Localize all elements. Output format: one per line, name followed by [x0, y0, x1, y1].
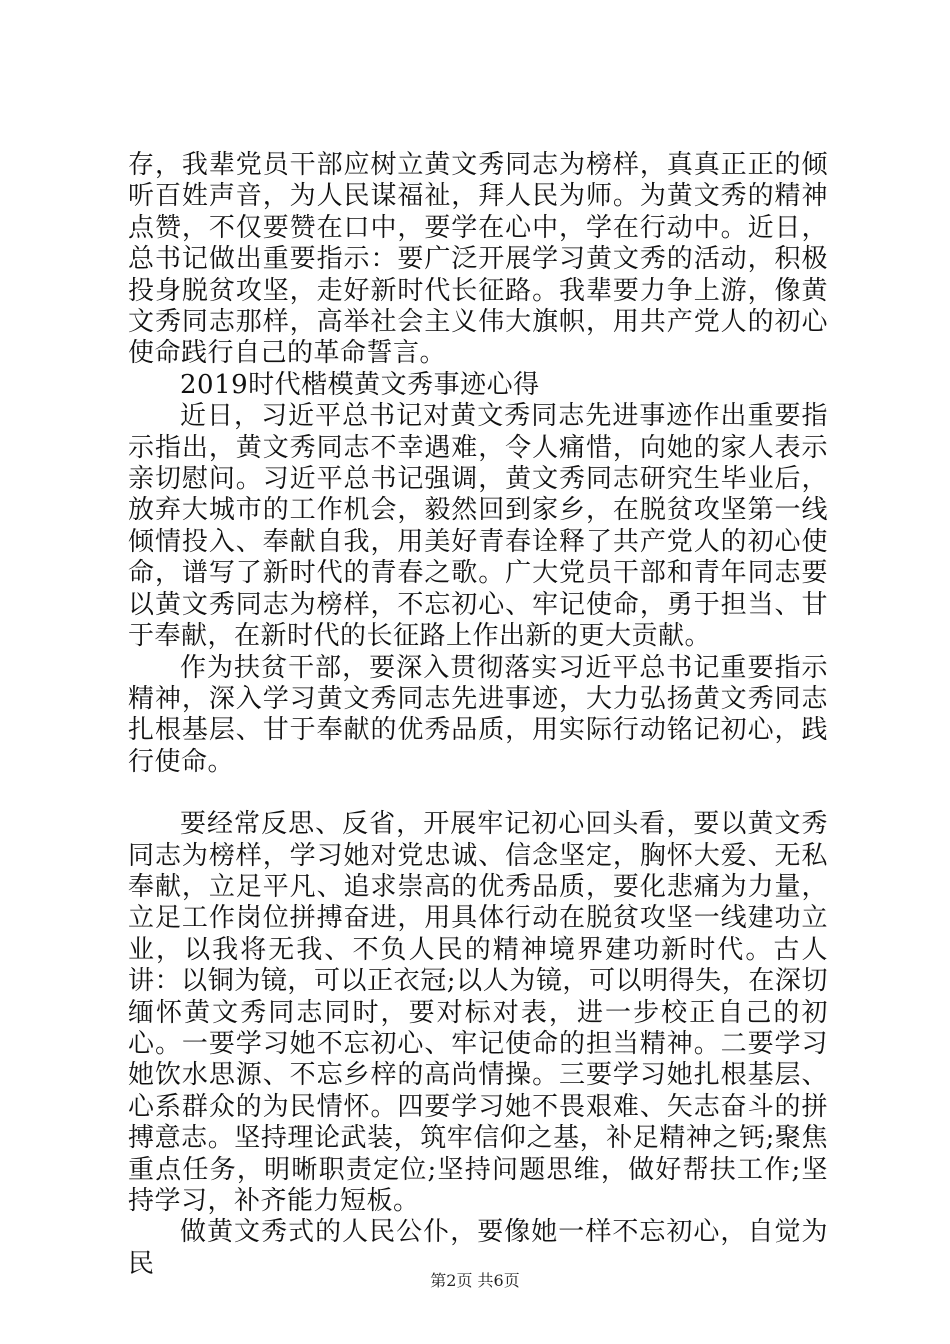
paragraph-gap: [128, 778, 828, 809]
paragraph: 要经常反思、反省，开展牢记初心回头看，要以黄文秀同志为榜样，学习她对党忠诚、信念坚定，胸怀大爱、无私奉献，立足平凡、追求崇高的优秀品质，要化悲痛为力量，立足工作岗位拼搏奋进，用具体行动在脱贫攻坚一线建功立业，以我将无我、不负人民的精神境界建功新时代。古人讲：以铜为镜，可以正衣冠;以人为镜，可以明得失，在深切缅怀黄文秀同志同时，要对标对表，进一步校正自己的初心。一要学习她不忘初心、牢记使命的担当精神。二要学习她饮水思源、不忘乡梓的高尚情操。三要学习她扎根基层、心系群众的为民情怀。四要学习她不畏艰难、矢志奋斗的拼搏意志。坚持理论武装，筑牢信仰之基，补足精神之钙;聚焦重点任务，明晰职责定位;坚持问题思维，做好帮扶工作;坚持学习，补齐能力短板。: [128, 809, 828, 1216]
paragraph: 做黄文秀式的人民公仆，要像她一样不忘初心，自觉为民: [128, 1217, 828, 1279]
paragraph: 近日，习近平总书记对黄文秀同志先进事迹作出重要指示指出，黄文秀同志不幸遇难，令人痛惜，向她的家人表示亲切慰问。习近平总书记强调，黄文秀同志研究生毕业后，放弃大城市的工作机会，毅然回到家乡，在脱贫攻坚第一线倾情投入、奉献自我，用美好青春诠释了共产党人的初心使命，谱写了新时代的青春之歌。广大党员干部和青年同志要以黄文秀同志为榜样，不忘初心、牢记使命，勇于担当、甘于奉献，在新时代的长征路上作出新的更大贡献。: [128, 401, 828, 652]
section-title: 2019时代楷模黄文秀事迹心得: [180, 369, 540, 400]
paragraph: 作为扶贫干部，要深入贯彻落实习近平总书记重要指示精神，深入学习黄文秀同志先进事迹，大力弘扬黄文秀同志扎根基层、甘于奉献的优秀品质，用实际行动铭记初心，践行使命。: [128, 652, 828, 777]
page-footer: 第2页 共6页: [430, 1271, 520, 1290]
paragraph-continuation: 存，我辈党员干部应树立黄文秀同志为榜样，真真正正的倾听百姓声音，为人民谋福祉，拜人民为师。为黄文秀的精神点赞，不仅要赞在口中，要学在心中，学在行动中。近日，总书记做出重要指示：要广泛开展学习黄文秀的活动，积极投身脱贫攻坚，走好新时代长征路。我辈要力争上游，像黄文秀同志那样，高举社会主义伟大旗帜，用共产党人的初心使命践行自己的革命誓言。: [128, 150, 828, 369]
document-body: [128, 150, 828, 1280]
